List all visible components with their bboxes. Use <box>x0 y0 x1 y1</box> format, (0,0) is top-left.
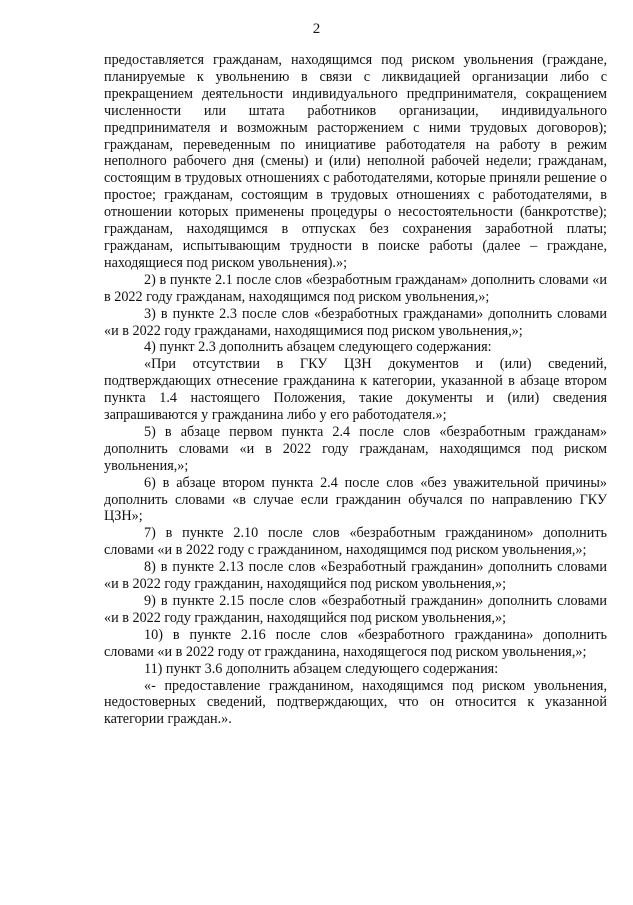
document-body <box>104 52 607 728</box>
paragraph-item-11: 11) пункт 3.6 дополнить абзацем следующего содержания: <box>144 660 499 677</box>
paragraph-item-9: 9) в пункте 2.15 после слов «безработный гражданин» дополнить словами «и в 2022 году гражданин, находящийся под риском увольнения,»; <box>104 593 607 626</box>
paragraph-item-2: 2) в пункте 2.1 после слов «безработным гражданам» дополнить словами «и в 2022 году гражданам, находящимся под риском увольнения,»; <box>104 271 607 305</box>
paragraph-item-8: 8) в пункте 2.13 после слов «Безработный гражданин» дополнить словами «и в 2022 году гражданин, находящийся под риском увольнения,»; <box>104 559 607 593</box>
paragraph-item-5: 5) в абзаце первом пункта 2.4 после слов «безработным гражданам» дополнить словами «и в 2022 году гражданам, находящимся под риском увольнения,»; <box>104 423 607 474</box>
paragraph-continuation: предоставляется гражданам, находящимся под риском увольнения (граждане, планируемые к увольнению в связи с ликвидацией организации либо с прекращением деятельности индивидуального предпринимателя, сокращением численности или штата работников организации, индивидуального предпринимателя и возможным расторжением с ними трудовых договоров); гражданам, переведенным по инициативе работодателя на работу в режим неполного рабочего дня (смены) и (или) неполной рабочей недели; гражданам, состоящим в трудовых отношениях с работодателями, которые приняли решение о простое; гражданам, состоящим в трудовых отношениях с работодателями, в отношении которых применены процедуры о несостоятельности (банкротстве); гражданам, находящимся в отпусках без сохранения заработной платы; гражданам, испытывающим трудности в поиске работы (далее – граждане, находящиеся под риском увольнения).»; <box>104 52 607 271</box>
paragraph-quote-3-6: «- предоставление гражданином, находящимся под риском увольнения, недостоверных сведений, подтверждающих, что он относится к указанной категории граждан.». <box>104 677 607 728</box>
paragraph-item-3: 3) в пункте 2.3 после слов «безработных гражданами» дополнить словами «и в 2022 году гражданами, находящимися под риском увольнения,»; <box>104 305 607 339</box>
page-number: 2 <box>312 21 321 37</box>
paragraph-item-6: 6) в абзаце втором пункта 2.4 после слов «без уважительной причины» дополнить словами «в случае если гражданин обучался по направлению ГКУ ЦЗН»; <box>104 474 607 525</box>
paragraph-quote-2-3: «При отсутствии в ГКУ ЦЗН документов и (или) сведений, подтверждающих отнесение гражданина к категории, указанной в абзаце втором пункта 1.4 настоящего Положения, такие документы и (или) сведения запрашиваются у гражданина либо у его работодателя.»; <box>104 356 607 424</box>
paragraph-item-10: 10) в пункте 2.16 после слов «безработного гражданина» дополнить словами «и в 2022 году от гражданина, находящегося под риском увольнения,»; <box>104 626 607 660</box>
paragraph-item-7: 7) в пункте 2.10 после слов «безработным гражданином» дополнить словами «и в 2022 году с гражданином, находящимся под риском увольнения,»; <box>104 525 607 559</box>
paragraph-item-4: 4) пункт 2.3 дополнить абзацем следующего содержания: <box>144 339 492 356</box>
